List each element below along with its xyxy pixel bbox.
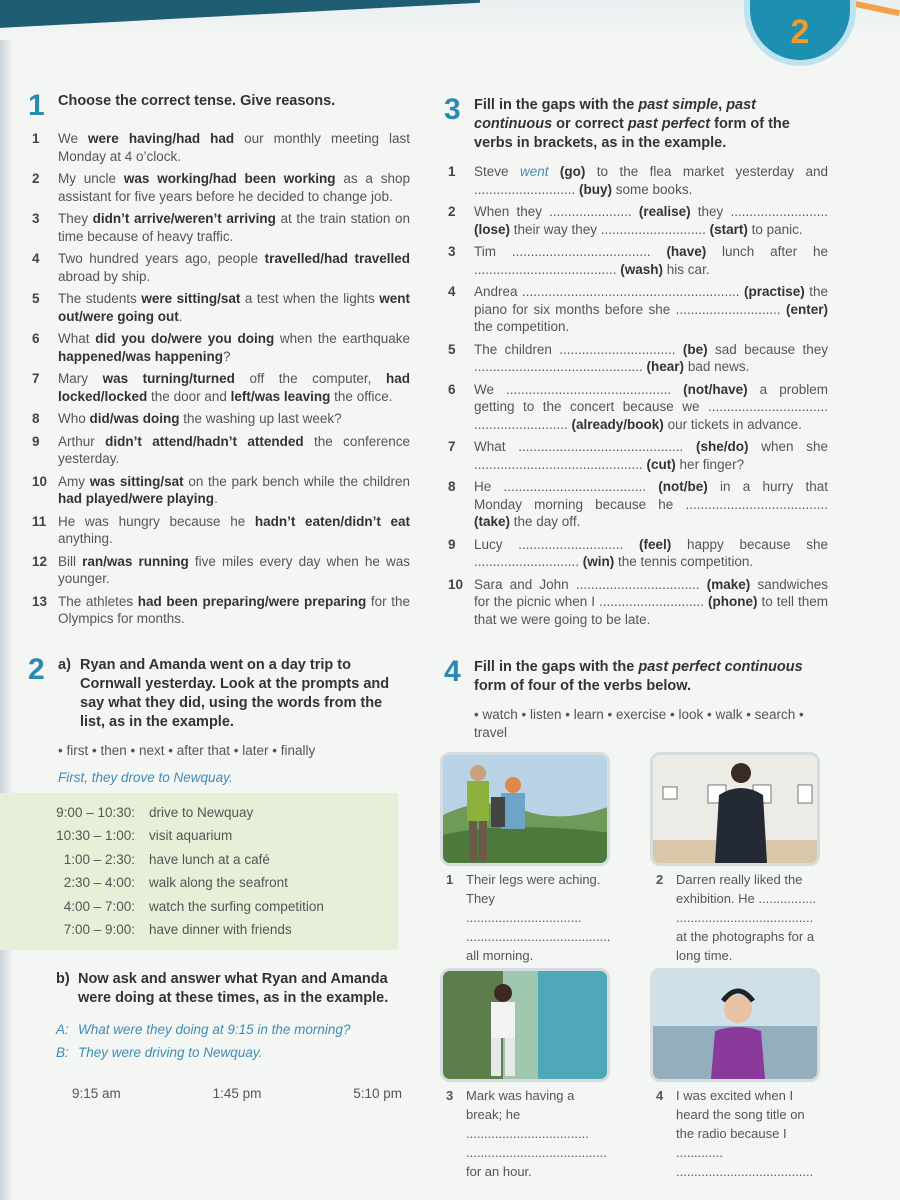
item-number: 2 <box>32 171 40 186</box>
item-number: 2 <box>656 872 664 887</box>
activity: walk along the seafront <box>149 875 288 890</box>
dialog-text: They were driving to Newquay. <box>78 1044 263 1060</box>
item-number: 10 <box>448 576 464 592</box>
item-number: 4 <box>32 251 40 266</box>
item-text: He was hungry because he hadn’t eaten/didn’t eat anything. <box>58 513 410 546</box>
exercise-title: Now ask and answer what Ryan and Amanda were doing at these times, as in the example. <box>78 970 389 1006</box>
item-number: 4 <box>656 1088 664 1103</box>
exercise-item <box>444 536 828 571</box>
hikers-photo <box>440 752 610 866</box>
exercise-item <box>28 370 410 405</box>
exercise-number: 4 <box>444 655 461 688</box>
item-text: My uncle was working/had been working as a shop assistant for five years before he decided to change job. <box>58 171 410 204</box>
dialog-line <box>56 1018 410 1041</box>
activity: watch the surfing competition <box>149 898 324 914</box>
exercise-item <box>444 438 828 473</box>
exercise-title: Choose the correct tense. Give reasons. <box>58 93 336 109</box>
time-range: 7:00 – 9:00: <box>63 922 135 937</box>
exercise-title: Ryan and Amanda went on a day trip to Cornwall yesterday. Look at the prompts and say what they did, using the words from the list, as in the example. <box>80 656 390 730</box>
item-number: 12 <box>32 553 48 569</box>
time-prompt: 9:15 am <box>72 1085 121 1101</box>
exercise-number: 2 <box>28 652 45 686</box>
item-text: Tim ..................................... (have) lunch after he ...................................... (wash) his car. <box>474 244 828 277</box>
item-text: Mary was turning/turned off the computer, had locked/locked the door and left/was leaving the office. <box>58 371 411 404</box>
exercise-item <box>28 330 410 365</box>
example-sentence: First, they drove to Newquay. <box>58 769 233 785</box>
time-range: 1:00 – 2:30: <box>63 851 135 867</box>
activity: visit aquarium <box>149 828 233 843</box>
exercise-item <box>28 593 410 628</box>
item-text: Arthur didn’t attend/hadn’t attended the conference yesterday. <box>58 433 410 466</box>
caption-text: I was excited when I heard the song title on the radio because I ............. ...................................... <box>676 1088 814 1179</box>
part-label: a) <box>58 656 71 673</box>
exercise-item <box>444 381 828 434</box>
item-text: They didn’t arrive/weren’t arriving at the train station on time because of heavy traffic. <box>58 211 410 244</box>
time-range: 4:00 – 7:00: <box>63 898 135 914</box>
time-prompt: 5:10 pm <box>353 1085 402 1101</box>
caption-3 <box>440 1086 610 1178</box>
photo-cell-1 <box>440 752 610 962</box>
gallery-photo <box>650 752 820 866</box>
photo-cell-3 <box>440 968 610 1178</box>
activity: drive to Newquay <box>149 804 254 820</box>
photo-grid <box>440 752 828 1178</box>
verb-list: • watch • listen • learn • exercise • look • walk • search • travel <box>474 707 804 740</box>
item-text: We were having/had had our monthly meeting last Monday at 4 o’clock. <box>58 131 411 164</box>
item-number: 5 <box>448 341 456 357</box>
caption-text: Their legs were aching. They ................................ ........................................ all morning. <box>466 872 611 963</box>
item-number: 5 <box>32 291 40 306</box>
exercise-item <box>444 203 828 238</box>
timetable-row <box>20 848 398 872</box>
unit-number: 2 <box>790 12 810 51</box>
time-range: 10:30 – 1:00: <box>56 828 135 843</box>
item-text: Lucy ............................ (feel) happy because she ............................ (win) the tennis competition. <box>474 536 828 569</box>
caption-text: Darren really liked the exhibition. He ................ ...................................... at the photographs for a long time. <box>676 872 817 963</box>
item-text: What ............................................ (she/do) when she ............................................. (cut) her finger? <box>474 439 828 472</box>
part-label: b) <box>56 970 70 987</box>
exercise-item <box>444 243 828 278</box>
exercise-item <box>444 478 828 531</box>
item-number: 9 <box>32 433 40 449</box>
right-column <box>444 93 829 1179</box>
activity: have dinner with friends <box>149 922 292 937</box>
girl-headphones-photo <box>650 968 820 1082</box>
dialog-text: What were they doing at 9:15 in the morning? <box>78 1021 351 1037</box>
item-number: 3 <box>446 1088 454 1103</box>
item-text: Steve went (go) to the flea market yesterday and ........................... (buy) some books. <box>474 164 828 197</box>
unit-badge <box>750 0 850 60</box>
timetable-row <box>20 801 398 825</box>
item-text: Two hundred years ago, people travelled/had travelled abroad by ship. <box>58 251 410 284</box>
item-number: 1 <box>448 164 456 179</box>
exercise-2b-header <box>56 970 410 1008</box>
page-gutter-shadow <box>0 40 14 1200</box>
exercise-item <box>28 170 410 205</box>
runner-photo <box>440 968 610 1082</box>
exercise-3-header <box>444 93 828 153</box>
item-number: 3 <box>448 244 456 259</box>
item-text: Amy was sitting/sat on the park bench while the children had played/were playing. <box>58 473 410 506</box>
speaker-label: B: <box>56 1044 69 1060</box>
time-prompts <box>72 1086 402 1101</box>
exercise-1-header <box>28 89 410 122</box>
exercise-item <box>444 283 828 336</box>
timetable-box <box>0 793 398 950</box>
exercise-item <box>28 513 410 548</box>
photo-cell-2 <box>650 752 820 962</box>
item-number: 13 <box>32 593 48 609</box>
activity: have lunch at a café <box>149 851 270 867</box>
exercise-title: Fill in the gaps with the past simple, past continuous or correct past perfect form of the verbs in brackets, as in the example. <box>474 97 790 151</box>
item-text: Sara and John ................................. (make) sandwiches for the picnic when I ............................ (phone) to tell them that we were going to be late. <box>474 576 829 627</box>
item-text: Who did/was doing the washing up last week? <box>58 411 342 426</box>
item-number: 2 <box>448 204 456 219</box>
item-text: He ...................................... (not/be) in a hurry that Monday morning because he ...................................... (take) the day off. <box>474 479 828 529</box>
item-text: What did you do/were you doing when the earthquake happened/was happening? <box>58 331 410 364</box>
item-number: 1 <box>32 131 40 146</box>
exercise-item <box>28 553 410 588</box>
speaker-label: A: <box>56 1021 69 1037</box>
item-text: Bill ran/was running five miles every day when he was younger. <box>58 553 411 586</box>
left-column <box>28 89 411 1101</box>
exercise-3-list <box>444 163 828 628</box>
item-text: We ............................................ (not/have) a problem getting to the concert because we ................................ ......................... (already/book) our tickets in advance. <box>474 381 828 432</box>
item-number: 3 <box>32 211 40 226</box>
caption-2 <box>650 870 820 962</box>
caption-1 <box>440 870 610 962</box>
exercise-item <box>28 210 410 245</box>
exercise-4-header <box>444 655 828 696</box>
exercise-1-list <box>28 130 410 628</box>
timetable-row <box>20 895 398 919</box>
timetable-row <box>20 824 398 848</box>
exercise-item <box>28 433 410 468</box>
caption-4 <box>650 1086 820 1178</box>
time-range: 2:30 – 4:00: <box>63 875 135 890</box>
exercise-item <box>28 130 410 165</box>
item-number: 7 <box>448 439 456 454</box>
exercise-item <box>444 576 828 629</box>
item-text: When they ...................... (realise) they .......................... (lose) their way they ............................ (start) to panic. <box>474 204 828 237</box>
item-number: 1 <box>446 872 454 887</box>
caption-text: Mark was having a break; he .................................. ....................................... for an hour. <box>466 1088 607 1179</box>
timetable-row <box>20 918 398 942</box>
item-number: 10 <box>32 473 48 489</box>
time-prompt: 1:45 pm <box>212 1085 262 1101</box>
exercise-item <box>28 473 410 508</box>
item-number: 6 <box>32 331 40 346</box>
item-text: Andrea .......................................................... (practise) the piano for six months before she ............................ (enter) the competition. <box>474 284 828 334</box>
exercise-item <box>28 290 410 325</box>
item-text: The students were sitting/sat a test when the lights went out/were going out. <box>58 291 410 324</box>
item-text: The children ............................... (be) sad because they ............................................. (hear) bad news. <box>474 341 828 374</box>
timetable-row <box>20 871 398 895</box>
exercise-title: Fill in the gaps with the past perfect continuous form of four of the verbs below. <box>474 659 803 694</box>
item-number: 4 <box>448 284 456 299</box>
exercise-item <box>444 341 828 376</box>
item-number: 11 <box>32 513 47 529</box>
dialog-line <box>56 1041 410 1064</box>
example-dialog <box>56 1018 410 1064</box>
item-number: 8 <box>32 411 40 426</box>
exercise-item <box>28 410 410 428</box>
item-number: 6 <box>448 381 456 397</box>
item-number: 9 <box>448 536 456 552</box>
time-range: 9:00 – 10:30: <box>56 804 135 820</box>
item-number: 8 <box>448 479 456 494</box>
item-text: The athletes had been preparing/were preparing for the Olympics for months. <box>58 593 410 626</box>
exercise-number: 1 <box>28 89 45 122</box>
exercise-item <box>28 250 410 285</box>
item-number: 7 <box>32 371 40 386</box>
exercise-item <box>444 163 828 198</box>
word-list: • first • then • next • after that • later • finally <box>58 742 316 758</box>
photo-cell-4 <box>650 968 820 1178</box>
exercise-number: 3 <box>444 93 461 126</box>
exercise-2-header <box>28 652 410 732</box>
